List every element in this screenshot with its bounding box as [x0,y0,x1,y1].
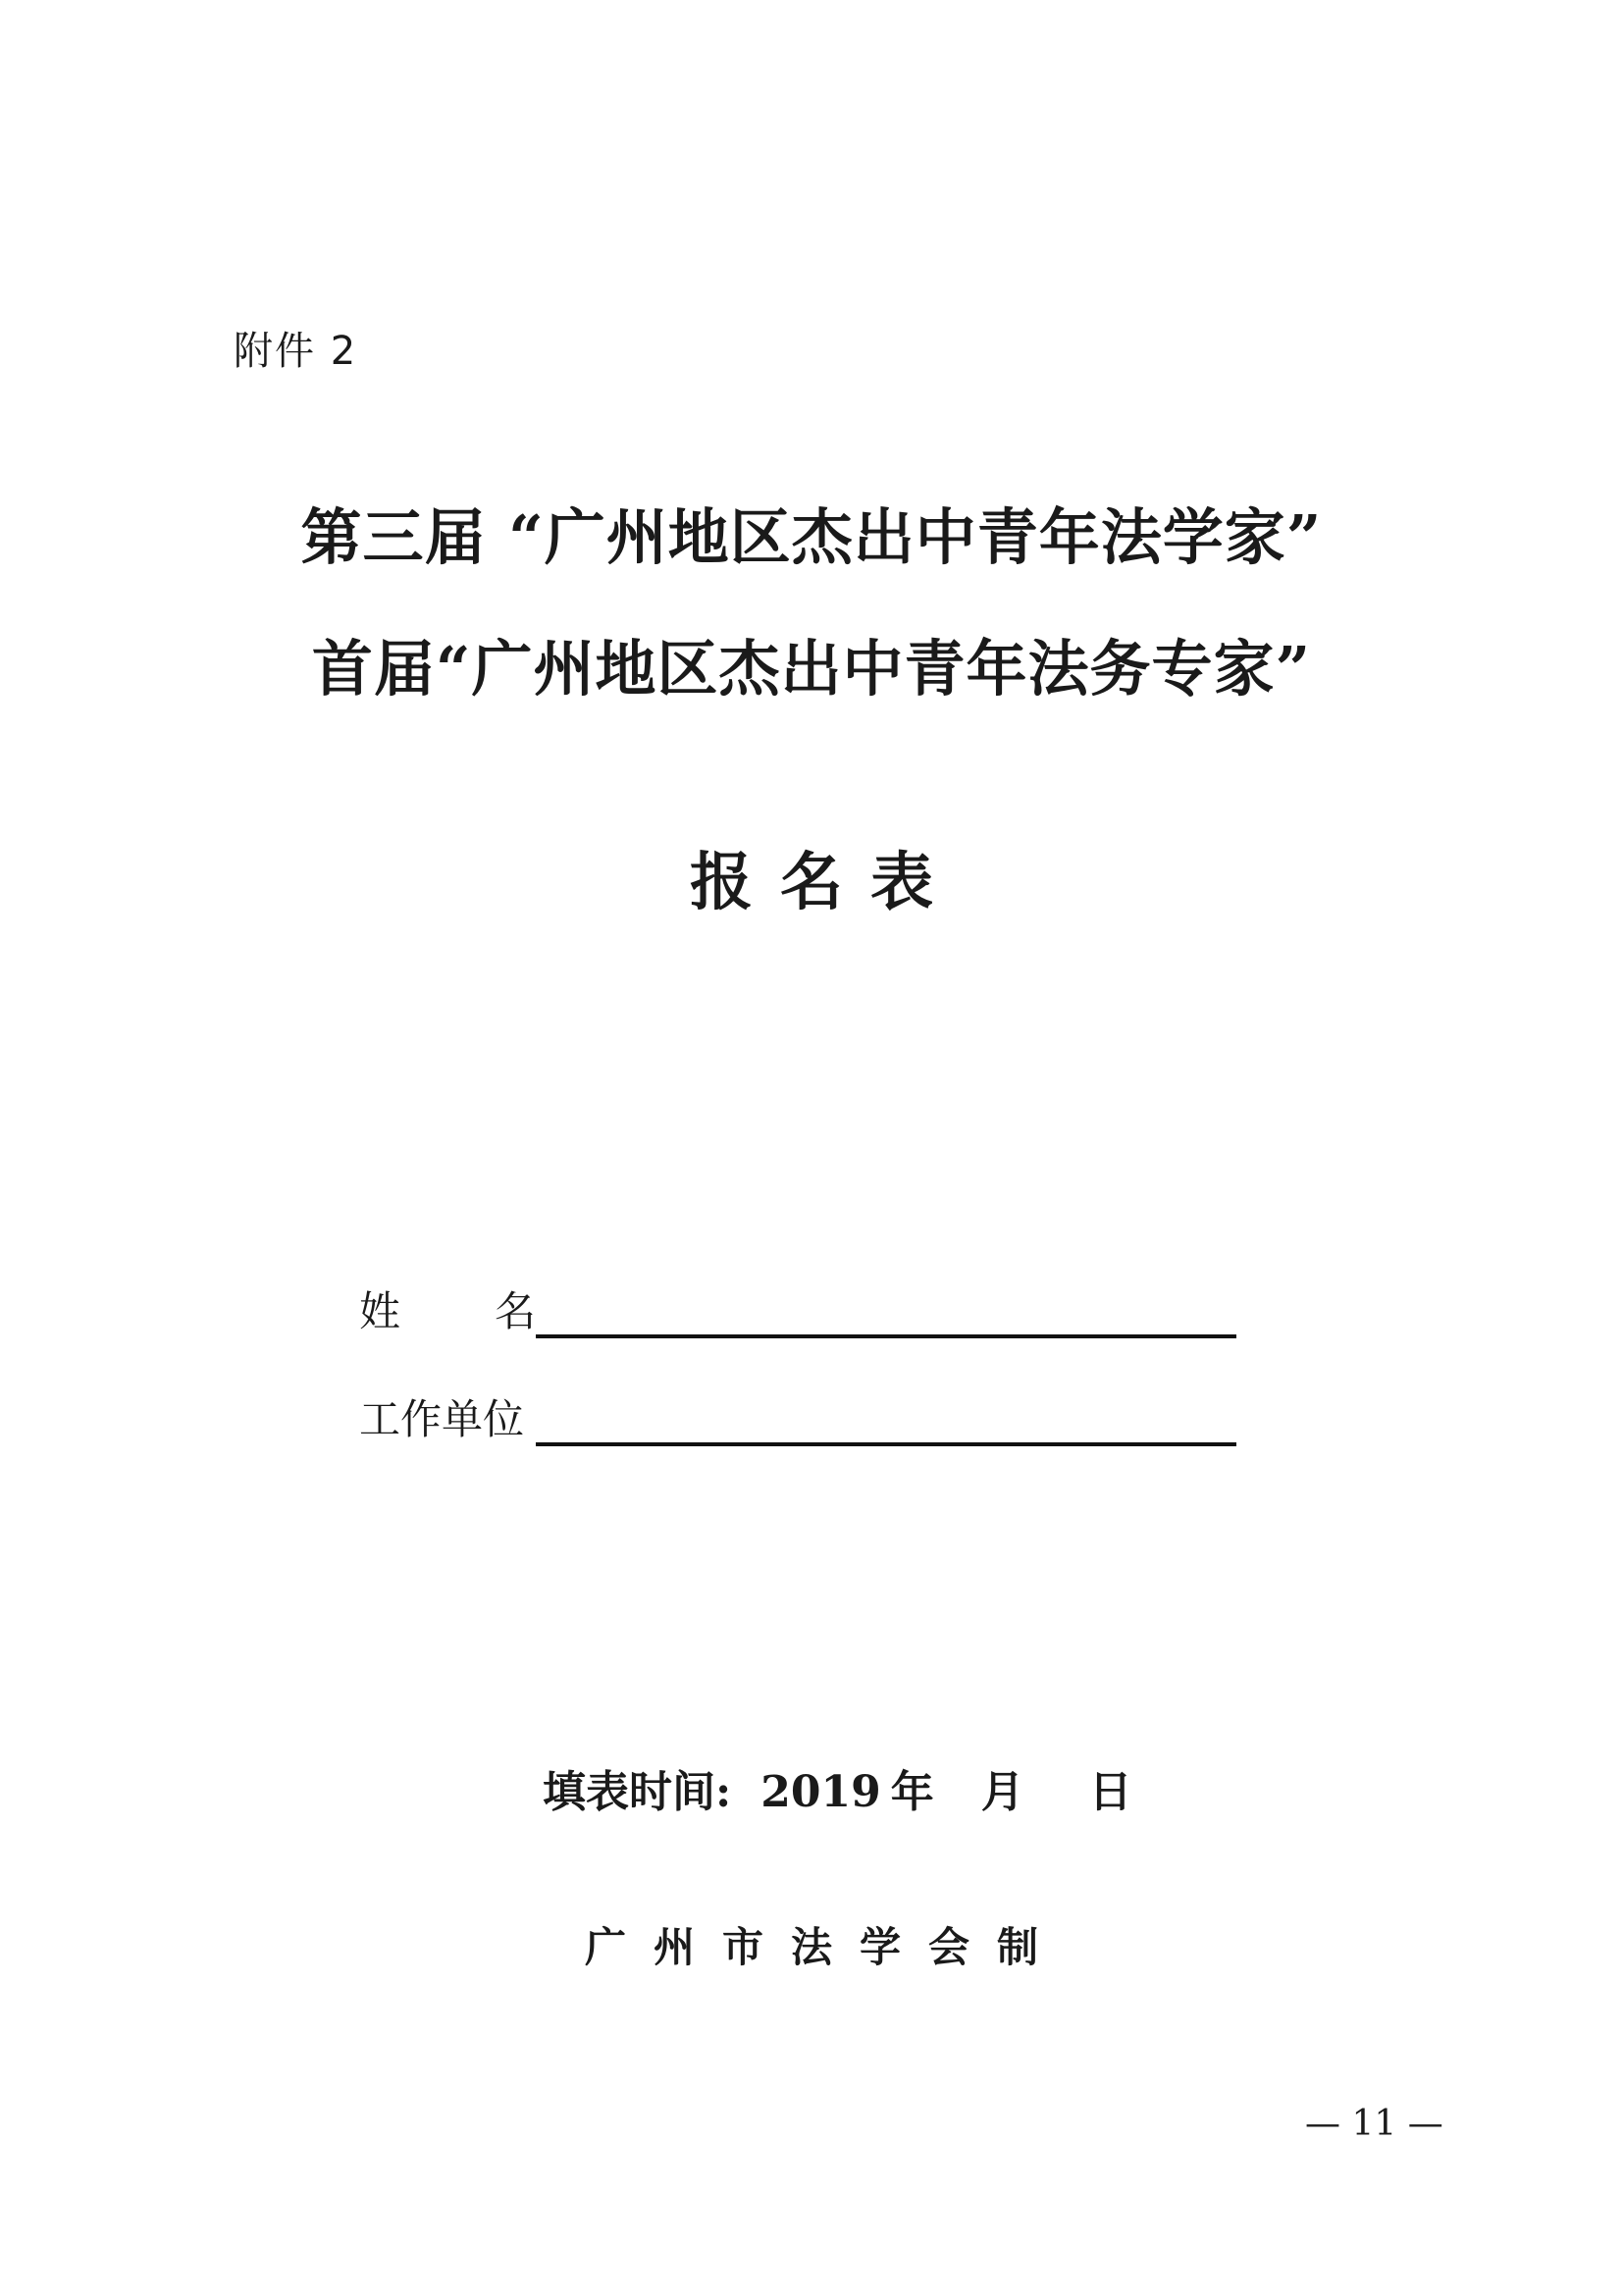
attachment-label: 附件 2 [234,329,358,374]
fill-time-label: 填表时间: [543,1767,732,1817]
work-unit-input-line[interactable] [536,1393,1236,1446]
title-line-2: 首届“广州地区杰出中青年法务专家” [311,633,1312,704]
fill-time-year: 2019 [760,1767,881,1817]
name-field-row [359,1279,1236,1338]
form-title: 报名表 [690,846,961,919]
page-number: — 11 — [1305,2104,1443,2144]
fill-time-month-unit: 月 [980,1767,1024,1817]
work-unit-label: 工作单位 [359,1395,525,1443]
name-label-part-2: 名 [494,1287,536,1335]
fill-time-row [543,1756,1132,1819]
work-unit-field-label [359,1387,536,1446]
title-line-1: 第三届 “广州地区杰出中青年法学家” [300,501,1323,573]
name-input-line[interactable] [536,1285,1236,1338]
name-field-label [359,1279,536,1338]
organization-label: 广州市法学会制 [584,1923,1066,1971]
fill-time-year-unit: 年 [890,1767,934,1817]
name-label-part-1: 姓 [359,1287,401,1335]
work-unit-field-row [359,1387,1236,1446]
fill-time-day-unit: 日 [1088,1767,1132,1817]
